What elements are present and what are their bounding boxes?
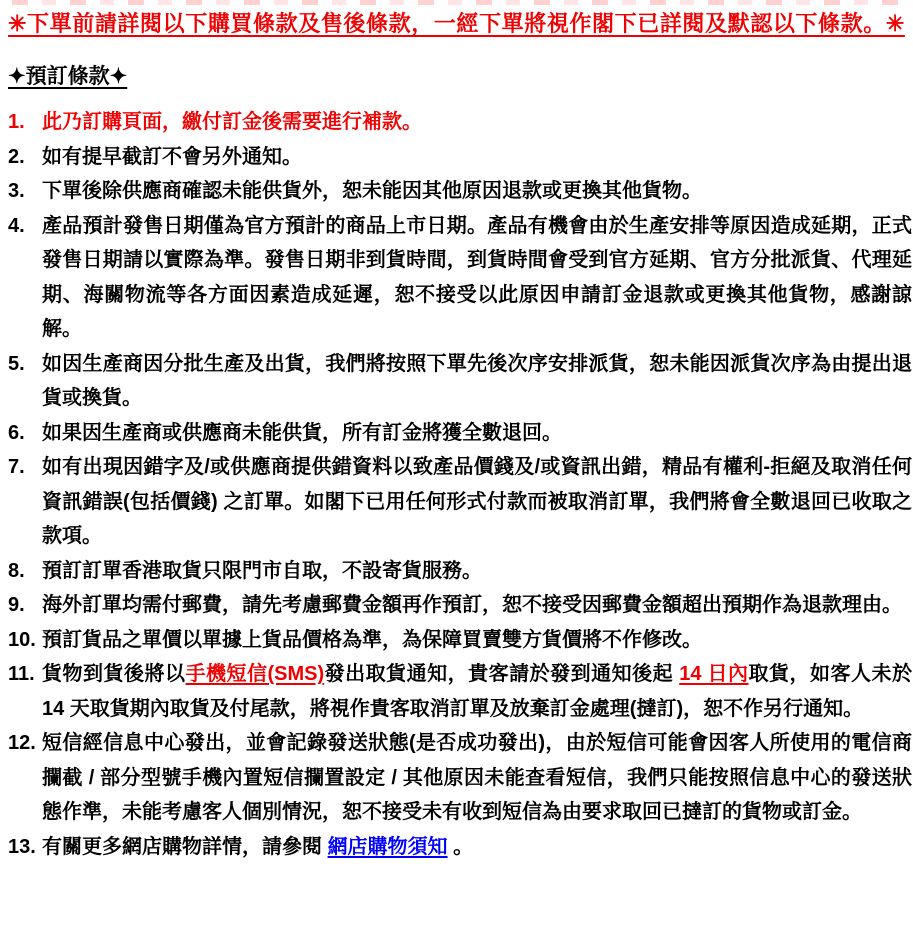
term-text: 此乃訂購頁面，繳付訂金後需要進行補款。 [42, 111, 422, 133]
term-text: 海外訂單均需付郵費，請先考慮郵費金額再作預訂，恕不接受因郵費金額超出預期作為退款理由。 [42, 594, 902, 616]
term-item-8 [8, 554, 912, 589]
item-number: 9. [8, 594, 25, 616]
item-number: 13. [8, 835, 36, 858]
page-title: ✳下單前請詳閱以下購買條款及售後條款，一經下單將視作閣下已詳閱及默認以下條款。✳ [8, 11, 905, 36]
term-text: 如因生產商因分批生產及出貨，我們將按照下單先後次序安排派貨，恕未能因派貨次序為由提出退貨或換貨。 [42, 352, 912, 409]
term-text: 有關更多網店購物詳情，請參閱 [42, 835, 328, 858]
terms-list [8, 105, 913, 864]
term-item-3 [8, 174, 912, 209]
term-text: 短信經信息中心發出，並會記錄發送狀態(是否成功發出)，由於短信可能會因客人所使用的電信商攔截 / 部分型號手機內置短信攔置設定 / 其他原因未能查看短信，我們只能按照信息中心的發送狀態作準，未能考慮客人個別情況，恕不接受未有收到短信為由要求取回已撻訂的貨物或訂金。 [42, 732, 912, 823]
cropped-red-text-remnant [12, 0, 899, 5]
term-item-10 [8, 623, 912, 658]
sms-highlight: 手機短信(SMS) [185, 663, 325, 685]
term-text: 預訂貨品之單價以單據上貨品價格為準，為保障買賣雙方貨價將不作修改。 [42, 628, 702, 651]
section-heading: ✦預訂條款✦ [8, 65, 128, 88]
term-item-11 [8, 657, 912, 726]
item-number: 1. [8, 111, 25, 133]
term-text: 取貨，如客人未於 14 天取貨期內取貨及付尾款，將視作貴客取消訂單及放棄訂金處理(撻訂)，恕不作另行通知。 [42, 663, 913, 720]
item-number: 7. [8, 456, 25, 478]
term-text: 如有出現因錯字及/或供應商提供錯資料以致產品價錢及/或資訊出錯，精品有權利-拒絕及取消任何資訊錯誤(包括價錢) 之訂單。如閣下已用任何形式付款而被取消訂單，我們將會全數退回已收取之款項。 [42, 456, 912, 547]
term-item-13 [8, 830, 912, 865]
item-number: 10. [8, 628, 36, 651]
term-item-6 [8, 416, 912, 451]
term-item-9 [8, 588, 912, 623]
item-number: 12. [8, 732, 36, 754]
term-item-4 [8, 209, 912, 347]
term-text: 預訂訂單香港取貨只限門市自取，不設寄貨服務。 [42, 559, 482, 582]
deadline-highlight: 14 日內 [679, 663, 749, 685]
term-text: 如果因生產商或供應商未能供貨，所有訂金將獲全數退回。 [42, 421, 562, 444]
item-number: 11. [8, 663, 35, 685]
term-text: 發出取貨通知，貴客請於發到通知後起 [324, 663, 680, 685]
item-number: 3. [8, 180, 25, 202]
term-item-7 [8, 450, 912, 554]
item-number: 4. [8, 214, 25, 237]
term-text: 如有提早截訂不會另外通知。 [42, 145, 302, 168]
item-number: 6. [8, 421, 25, 444]
term-text: 產品預計發售日期僅為官方預計的商品上市日期。產品有機會由於生產安排等原因造成延期，正式發售日期請以實際為準。發售日期非到貨時間，到貨時間會受到官方延期、官方分批派貨、代理延期、海關物流等各方面因素造成延遲，恕不接受以此原因申請訂金退款或更換其他貨物，感謝諒解。 [42, 214, 912, 340]
term-item-2 [8, 140, 912, 175]
term-text: 下單後除供應商確認未能供貨外，恕未能因其他原因退款或更換其他貨物。 [42, 180, 702, 202]
store-shopping-guide-link[interactable]: 網店購物須知 [327, 835, 448, 858]
term-item-1 [8, 105, 912, 140]
item-number: 8. [8, 559, 25, 582]
term-text: 貨物到貨後將以 [42, 663, 186, 685]
term-text: 。 [447, 835, 474, 858]
term-item-12 [8, 726, 912, 830]
item-number: 5. [8, 352, 25, 375]
item-number: 2. [8, 145, 25, 168]
term-item-5 [8, 347, 912, 416]
